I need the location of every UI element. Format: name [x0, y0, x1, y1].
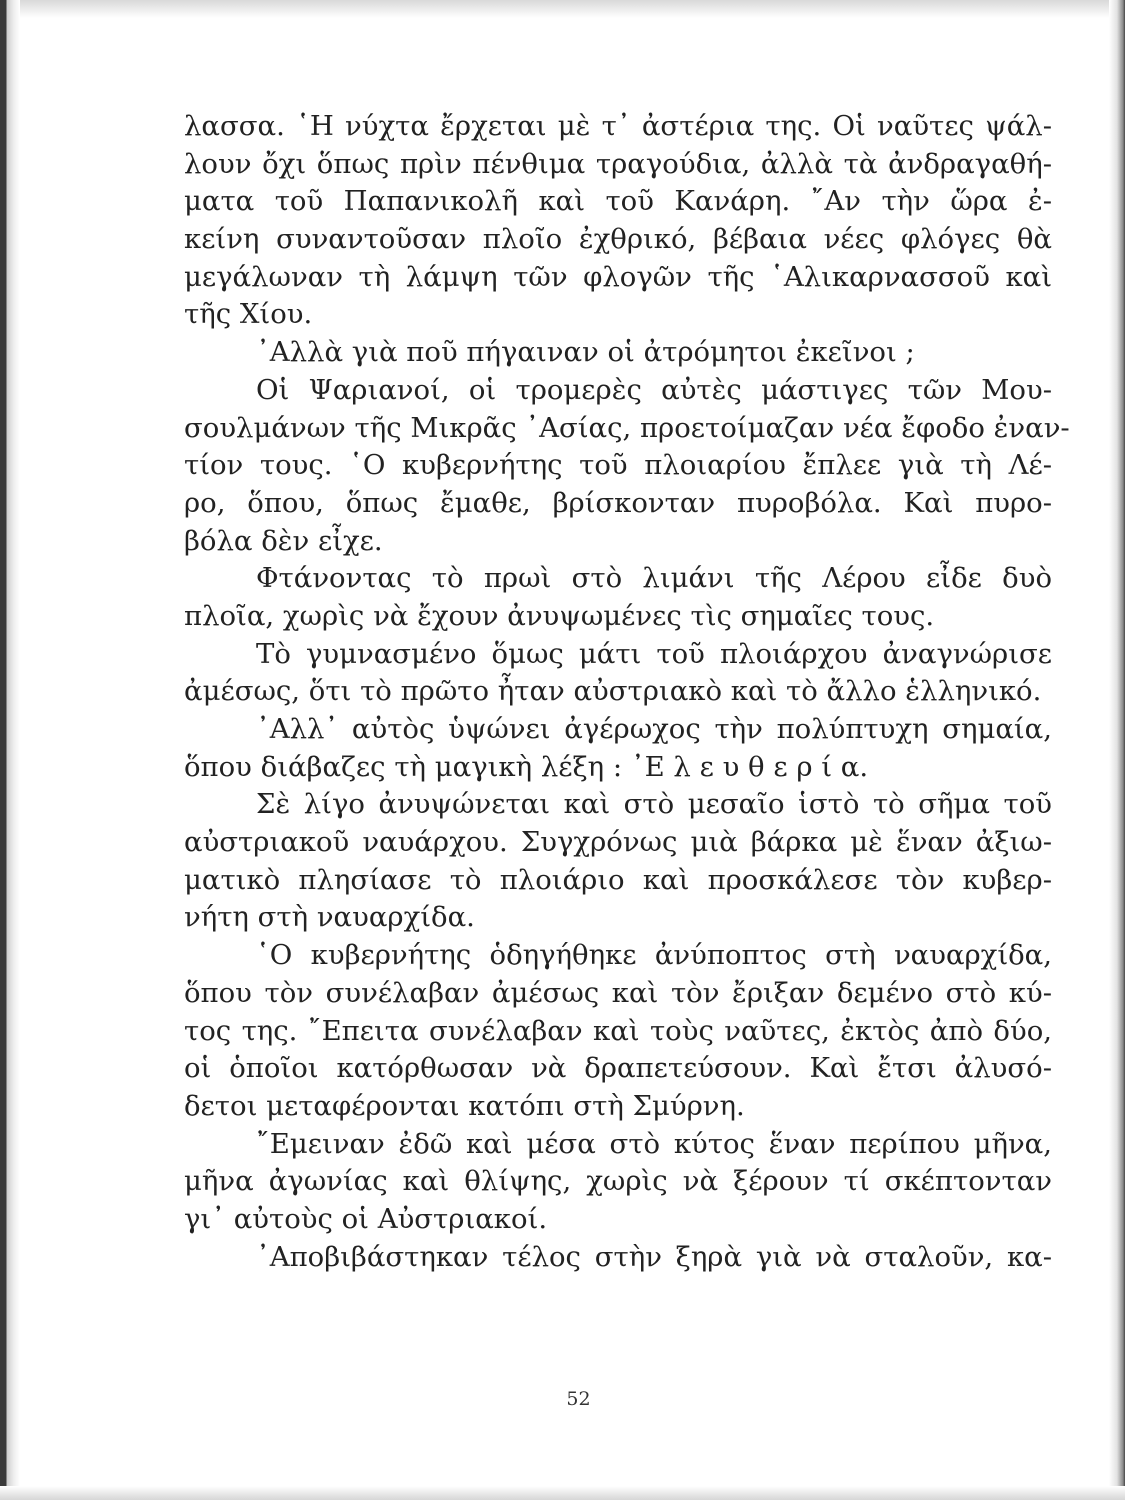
scan-border-left — [0, 0, 20, 1500]
page-number: 52 — [566, 1388, 591, 1410]
text-line: ὅπου διάβαζες τὴ μαγικὴ λέξη : ᾿Ε λ ε υ θ ε ρ ί α. — [184, 750, 869, 783]
text-line: ᾿Αλλὰ γιὰ ποῦ πήγαιναν οἱ ἀτρόμητοι ἐκεῖνοι ; — [256, 336, 915, 369]
text-line: βόλα δὲν εἶχε. — [184, 524, 383, 557]
text-line: ῾Ο κυβερνήτης ὁδηγήθηκε ἀνύποπτος στὴ ναυαρχίδα, — [256, 939, 1052, 972]
text-line: σουλμάνων τῆς Μικρᾶς ᾿Ασίας, προετοίμαζαν νέα ἔφοδο ἐναν- — [184, 411, 1070, 444]
scan-border-bottom — [0, 1486, 1125, 1500]
text-line: ρο, ὅπου, ὅπως ἔμαθε, βρίσκονταν πυροβόλα. Καὶ πυρο- — [184, 486, 1052, 519]
text-line: Φτάνοντας τὸ πρωὶ στὸ λιμάνι τῆς Λέρου εἶδε δυὸ — [256, 562, 1052, 595]
text-line: γι᾿ αὐτοὺς οἱ Αὐστριακοί. — [184, 1202, 548, 1235]
text-line: νήτη στὴ ναυαρχίδα. — [184, 901, 475, 934]
text-line: δετοι μεταφέρονται κατόπι στὴ Σμύρνη. — [184, 1089, 745, 1122]
text-line: Τὸ γυμνασμένο ὅμως μάτι τοῦ πλοιάρχου ἀναγνώρισε — [256, 637, 1052, 670]
scan-border-right — [1109, 0, 1125, 1500]
text-line: ᾿Αποβιβάστηκαν τέλος στὴν ξηρὰ γιὰ νὰ σταλοῦν, κα- — [256, 1240, 1052, 1273]
text-line: λασσα. ῾Η νύχτα ἔρχεται μὲ τ᾿ ἀστέρια της. Οἱ ναῦτες ψάλ- — [184, 110, 1052, 142]
scan-border-top — [0, 0, 1125, 18]
text-line: αὐστριακοῦ ναυάρχου. Συγχρόνως μιὰ βάρκα μὲ ἕναν ἀξιω- — [184, 826, 1052, 859]
page-body — [184, 108, 1070, 1276]
text-line: ματα τοῦ Παπανικολῆ καὶ τοῦ Κανάρη. ῎Αν τὴν ὥρα ἐ- — [184, 185, 1052, 218]
text-line: τῆς Χίου. — [184, 298, 313, 331]
text-line: μεγάλωναν τὴ λάμψη τῶν φλογῶν τῆς ῾Αλικαρνασσοῦ καὶ — [184, 260, 1052, 293]
text-line: μῆνα ἀγωνίας καὶ θλίψης, χωρὶς νὰ ξέρουν τί σκέπτονταν — [184, 1165, 1052, 1198]
text-line: τίον τους. ῾Ο κυβερνήτης τοῦ πλοιαρίου ἔπλεε γιὰ τὴ Λέ- — [184, 449, 1052, 482]
text-line: ἀμέσως, ὅτι τὸ πρῶτο ἦταν αὐστριακὸ καὶ τὸ ἄλλο ἑλληνικό. — [184, 675, 1042, 708]
text-line: πλοῖα, χωρὶς νὰ ἔχουν ἀνυψωμένες τὶς σημαῖες τους. — [184, 599, 935, 632]
text-line: ὅπου τὸν συνέλαβαν ἀμέσως καὶ τὸν ἔριξαν δεμένο στὸ κύ- — [184, 976, 1052, 1009]
text-line: ματικὸ πλησίασε τὸ πλοιάριο καὶ προσκάλεσε τὸν κυβερ- — [184, 863, 1052, 896]
text-line: τος της. ῎Επειτα συνέλαβαν καὶ τοὺς ναῦτες, ἐκτὸς ἀπὸ δύο, — [184, 1014, 1052, 1047]
text-line: Οἱ Ψαριανοί, οἱ τρομερὲς αὐτὲς μάστιγες τῶν Μου- — [256, 373, 1052, 406]
text-line: κείνη συναντοῦσαν πλοῖο ἐχθρικό, βέβαια νέες φλόγες θὰ — [184, 223, 1052, 256]
text-line: οἱ ὁποῖοι κατόρθωσαν νὰ δραπετεύσουν. Καὶ ἔτσι ἀλυσό- — [184, 1052, 1052, 1085]
text-line: ῎Εμειναν ἐδῶ καὶ μέσα στὸ κύτος ἕναν περίπου μῆνα, — [256, 1127, 1052, 1160]
text-line: Σὲ λίγο ἀνυψώνεται καὶ στὸ μεσαῖο ἱστὸ τὸ σῆμα τοῦ — [256, 788, 1052, 821]
text-line: λουν ὄχι ὅπως πρὶν πένθιμα τραγούδια, ἀλλὰ τὰ ἀνδραγαθή- — [184, 147, 1052, 180]
text-line: ᾿Αλλ᾿ αὐτὸς ὑψώνει ἀγέρωχος τὴν πολύπτυχη σημαία, — [256, 713, 1052, 745]
